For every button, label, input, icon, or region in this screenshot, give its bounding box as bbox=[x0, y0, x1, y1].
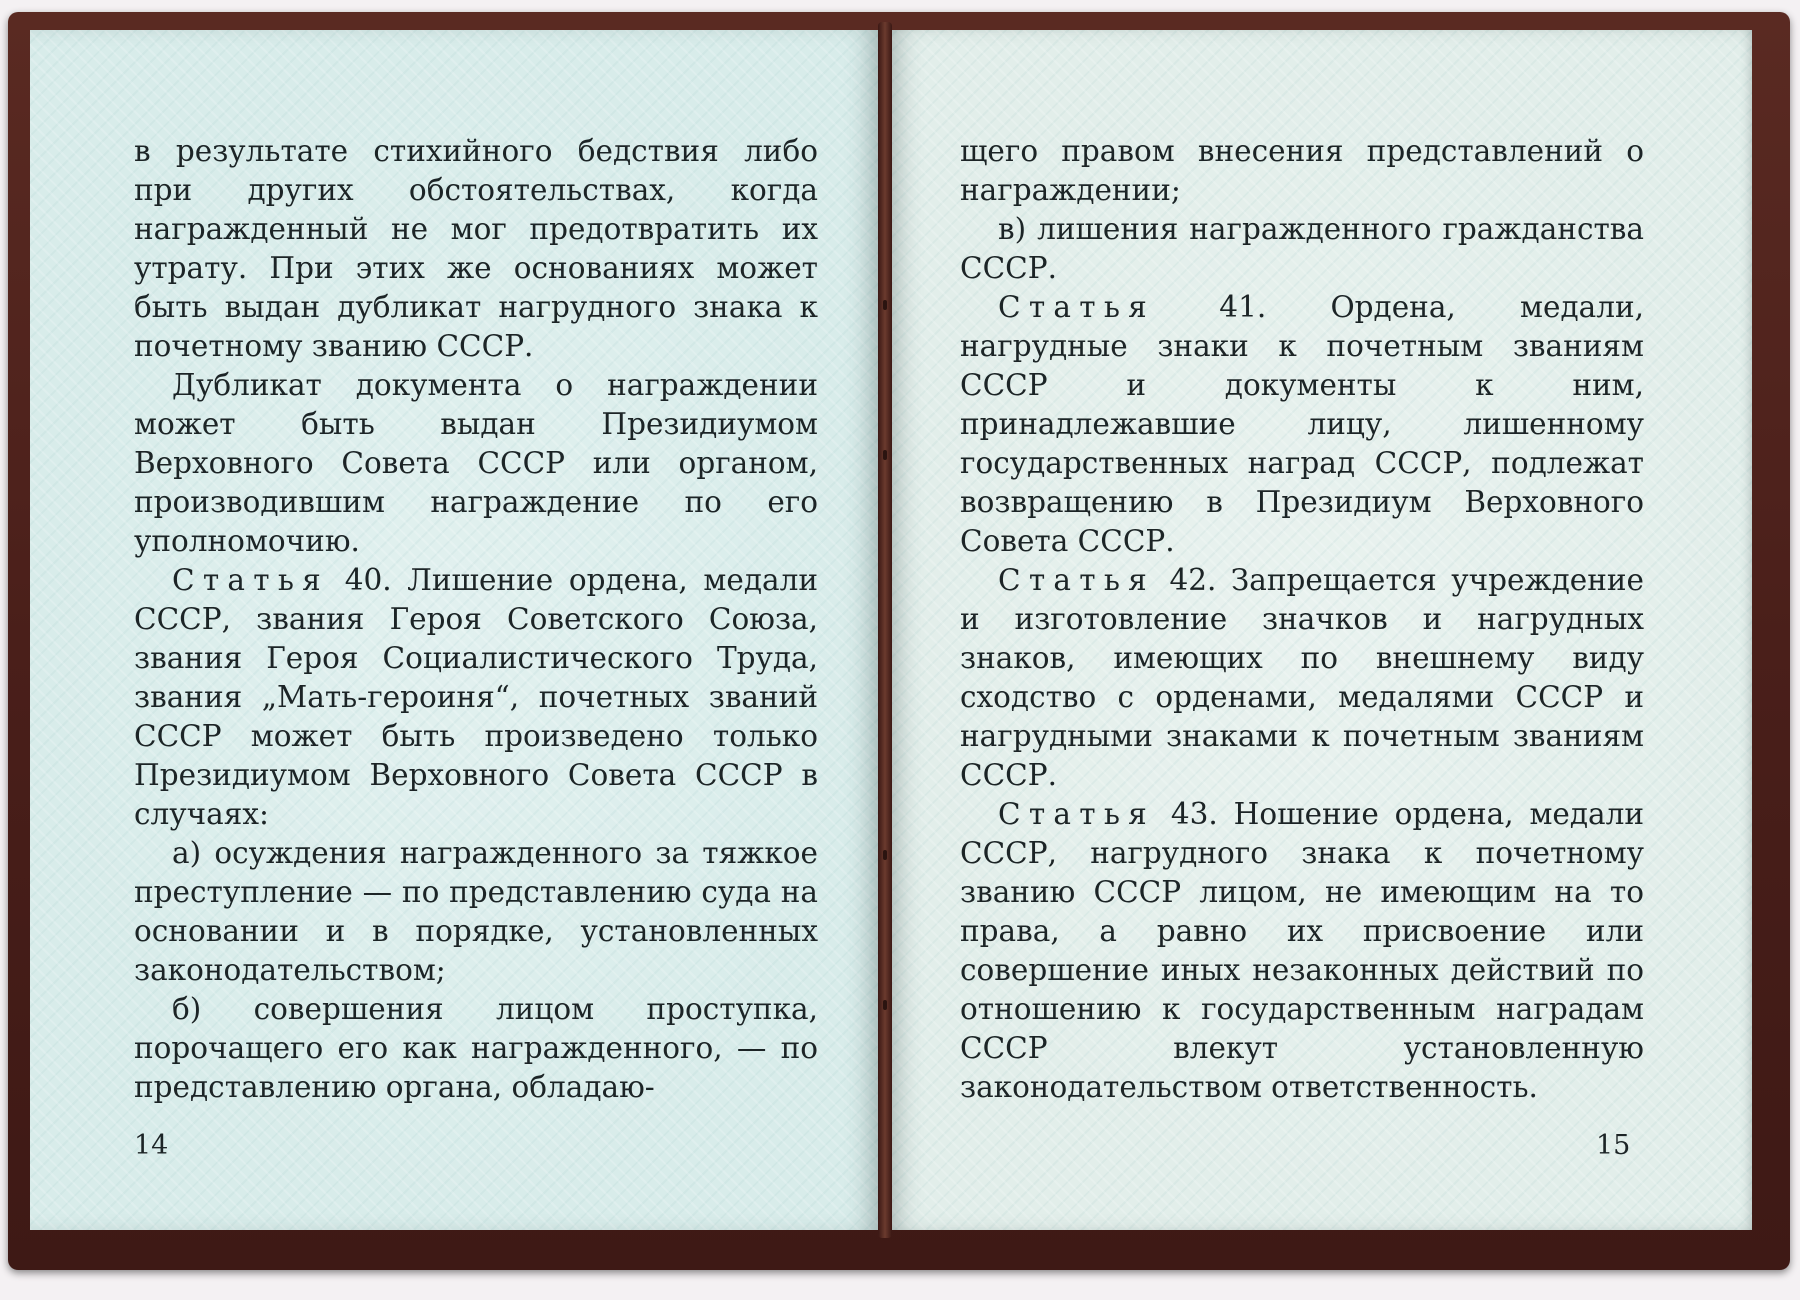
paragraph-text: 43. Ношение ордена, медали СССР, нагрудного знака к почетному званию СССР лицом, не имеющим на то права, а равно их присвоение или совершение иных незаконных действий по отношению к государственным наградам СССР влекут установленную законодательством ответственность. bbox=[960, 797, 1644, 1104]
article-lead: Статья bbox=[172, 563, 330, 597]
paragraph bbox=[134, 990, 818, 1107]
paragraph-text: Дубликат документа о награждении может быть выдан Президиумом Верховного Совета СССР или органом, производившим награждение по его уполномочию. bbox=[134, 368, 818, 558]
paragraph-text: 42. Запрещается учреждение и изготовление значков и нагрудных знаков, имеющих по внешнему виду сходство с орденами, медалями СССР и нагрудными знаками к почетным званиям СССР. bbox=[960, 563, 1644, 792]
binding-stitch bbox=[883, 450, 887, 460]
article-lead: Статья bbox=[998, 797, 1156, 831]
binding-stitch bbox=[883, 850, 887, 860]
page-number-right: 15 bbox=[1596, 1130, 1631, 1161]
binding-stitch bbox=[883, 1000, 887, 1010]
paragraph-text: 40. Лишение ордена, медали СССР, звания Героя Советского Союза, звания Героя Социалистического Труда, звания „Мать-героиня“, почетных званий СССР может быть произведено только Президиумом Верховного Совета СССР в случаях: bbox=[134, 563, 818, 831]
paragraph bbox=[960, 132, 1644, 210]
article-lead: Статья bbox=[998, 563, 1156, 597]
paragraph-text: б) совершения лицом проступка, порочащего его как награжденного, — по представлению органа, обладаю- bbox=[134, 992, 818, 1104]
article-lead: Статья bbox=[998, 290, 1156, 324]
right-page-text bbox=[960, 132, 1644, 1107]
left-page-text bbox=[134, 132, 818, 1107]
right-page bbox=[886, 30, 1752, 1230]
book-gutter bbox=[878, 22, 892, 1238]
paragraph bbox=[960, 795, 1644, 1107]
paragraph bbox=[960, 288, 1644, 561]
paragraph bbox=[960, 561, 1644, 795]
paragraph-text: 41. Ордена, медали, нагрудные знаки к почетным званиям СССР и документы к ним, принадлежавшие лицу, лишенному государственных наград СССР, подлежат возвращению в Президиум Верховного Совета СССР. bbox=[960, 290, 1644, 558]
paragraph bbox=[134, 132, 818, 366]
page-number-left: 14 bbox=[134, 1130, 169, 1161]
paragraph-text: а) осуждения награжденного за тяжкое преступление — по представлению суда на основании и в порядке, установленных законодательством; bbox=[134, 836, 818, 987]
paragraph-text: в результате стихийного бедствия либо при других обстоятельствах, когда награжденный не мог предотвратить их утрату. При этих же основаниях может быть выдан дубликат нагрудного знака к почетному званию СССР. bbox=[134, 134, 818, 363]
paragraph-text: в) лишения награжденного гражданства СССР. bbox=[960, 212, 1644, 285]
paragraph bbox=[134, 834, 818, 990]
left-page bbox=[30, 30, 882, 1230]
paragraph bbox=[134, 366, 818, 561]
paragraph bbox=[134, 561, 818, 834]
binding-stitch bbox=[883, 300, 887, 310]
paragraph-text: щего правом внесения представлений о награждении; bbox=[960, 134, 1644, 207]
paragraph bbox=[960, 210, 1644, 288]
